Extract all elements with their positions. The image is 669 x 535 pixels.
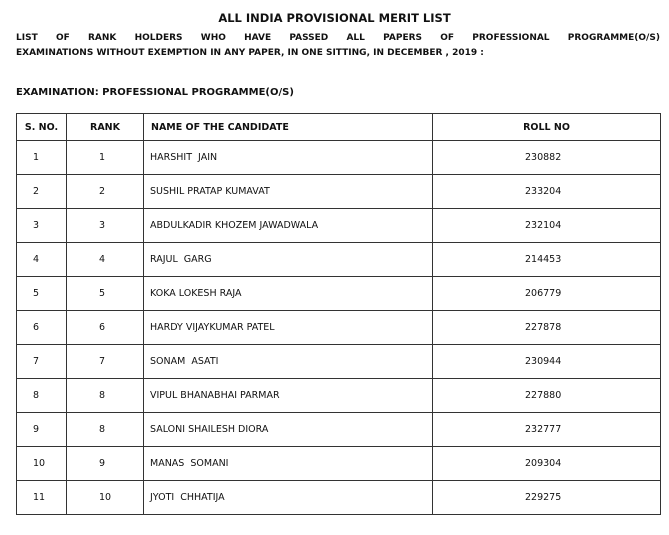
cell-candidate-name: SONAM ASATI: [144, 345, 433, 379]
cell-roll-no: 214453: [433, 243, 661, 277]
table-row: [17, 345, 661, 379]
table-row: [17, 209, 661, 243]
cell-rank: 4: [67, 243, 144, 277]
cell-candidate-name: SALONI SHAILESH DIORA: [144, 413, 433, 447]
intro-word: OF: [55, 33, 70, 43]
table-row: [17, 277, 661, 311]
cell-candidate-name: RAJUL GARG: [144, 243, 433, 277]
cell-rank: 1: [67, 141, 144, 175]
cell-candidate-name: KOKA LOKESH RAJA: [144, 277, 433, 311]
intro-word: HAVE: [244, 33, 272, 43]
cell-candidate-name: SUSHIL PRATAP KUMAVAT: [144, 175, 433, 209]
cell-rank: 8: [67, 379, 144, 413]
intro-line-1: [16, 33, 660, 43]
cell-rank: 8: [67, 413, 144, 447]
cell-rank: 10: [67, 481, 144, 515]
intro-word: PASSED: [289, 33, 329, 43]
cell-candidate-name: MANAS SOMANI: [144, 447, 433, 481]
cell-roll-no: 232777: [433, 413, 661, 447]
table-row: [17, 379, 661, 413]
cell-rank: 9: [67, 447, 144, 481]
header-roll: ROLL NO: [433, 114, 661, 141]
header-sno: S. NO.: [17, 114, 67, 141]
table-row: [17, 243, 661, 277]
table-row: [17, 447, 661, 481]
intro-word: PROFESSIONAL: [472, 33, 550, 43]
cell-sno: 4: [17, 243, 67, 277]
cell-rank: 7: [67, 345, 144, 379]
table-row: [17, 141, 661, 175]
cell-rank: 3: [67, 209, 144, 243]
cell-rank: 5: [67, 277, 144, 311]
table-header-row: [17, 114, 661, 141]
intro-word: WHO: [200, 33, 226, 43]
header-rank: RANK: [67, 114, 144, 141]
cell-sno: 9: [17, 413, 67, 447]
cell-candidate-name: ABDULKADIR KHOZEM JAWADWALA: [144, 209, 433, 243]
cell-roll-no: 206779: [433, 277, 661, 311]
cell-sno: 1: [17, 141, 67, 175]
intro-word: HOLDERS: [134, 33, 183, 43]
table-row: [17, 175, 661, 209]
cell-sno: 7: [17, 345, 67, 379]
cell-roll-no: 227880: [433, 379, 661, 413]
merit-table: [16, 113, 661, 515]
table-row: [17, 413, 661, 447]
cell-roll-no: 227878: [433, 311, 661, 345]
cell-sno: 6: [17, 311, 67, 345]
cell-sno: 8: [17, 379, 67, 413]
cell-candidate-name: HARDY VIJAYKUMAR PATEL: [144, 311, 433, 345]
cell-roll-no: 230882: [433, 141, 661, 175]
intro-line-2: EXAMINATIONS WITHOUT EXEMPTION IN ANY PAPER, IN ONE SITTING, IN DECEMBER , 2019 :: [16, 48, 484, 58]
intro-word: PAPERS: [383, 33, 423, 43]
cell-roll-no: 209304: [433, 447, 661, 481]
cell-sno: 2: [17, 175, 67, 209]
cell-roll-no: 230944: [433, 345, 661, 379]
cell-sno: 3: [17, 209, 67, 243]
cell-candidate-name: VIPUL BHANABHAI PARMAR: [144, 379, 433, 413]
document-title: ALL INDIA PROVISIONAL MERIT LIST: [218, 11, 451, 25]
header-name: NAME OF THE CANDIDATE: [144, 114, 433, 141]
intro-word: OF: [440, 33, 455, 43]
cell-sno: 10: [17, 447, 67, 481]
intro-word: LIST: [16, 33, 38, 43]
cell-sno: 11: [17, 481, 67, 515]
examination-heading: EXAMINATION: PROFESSIONAL PROGRAMME(O/S): [16, 87, 294, 98]
cell-roll-no: 229275: [433, 481, 661, 515]
intro-word: RANK: [87, 33, 117, 43]
cell-sno: 5: [17, 277, 67, 311]
cell-roll-no: 232104: [433, 209, 661, 243]
table-row: [17, 481, 661, 515]
cell-rank: 2: [67, 175, 144, 209]
cell-rank: 6: [67, 311, 144, 345]
cell-roll-no: 233204: [433, 175, 661, 209]
table-row: [17, 311, 661, 345]
cell-candidate-name: JYOTI CHHATIJA: [144, 481, 433, 515]
intro-word: PROGRAMME(O/S): [567, 33, 660, 43]
intro-word: ALL: [346, 33, 365, 43]
cell-candidate-name: HARSHIT JAIN: [144, 141, 433, 175]
